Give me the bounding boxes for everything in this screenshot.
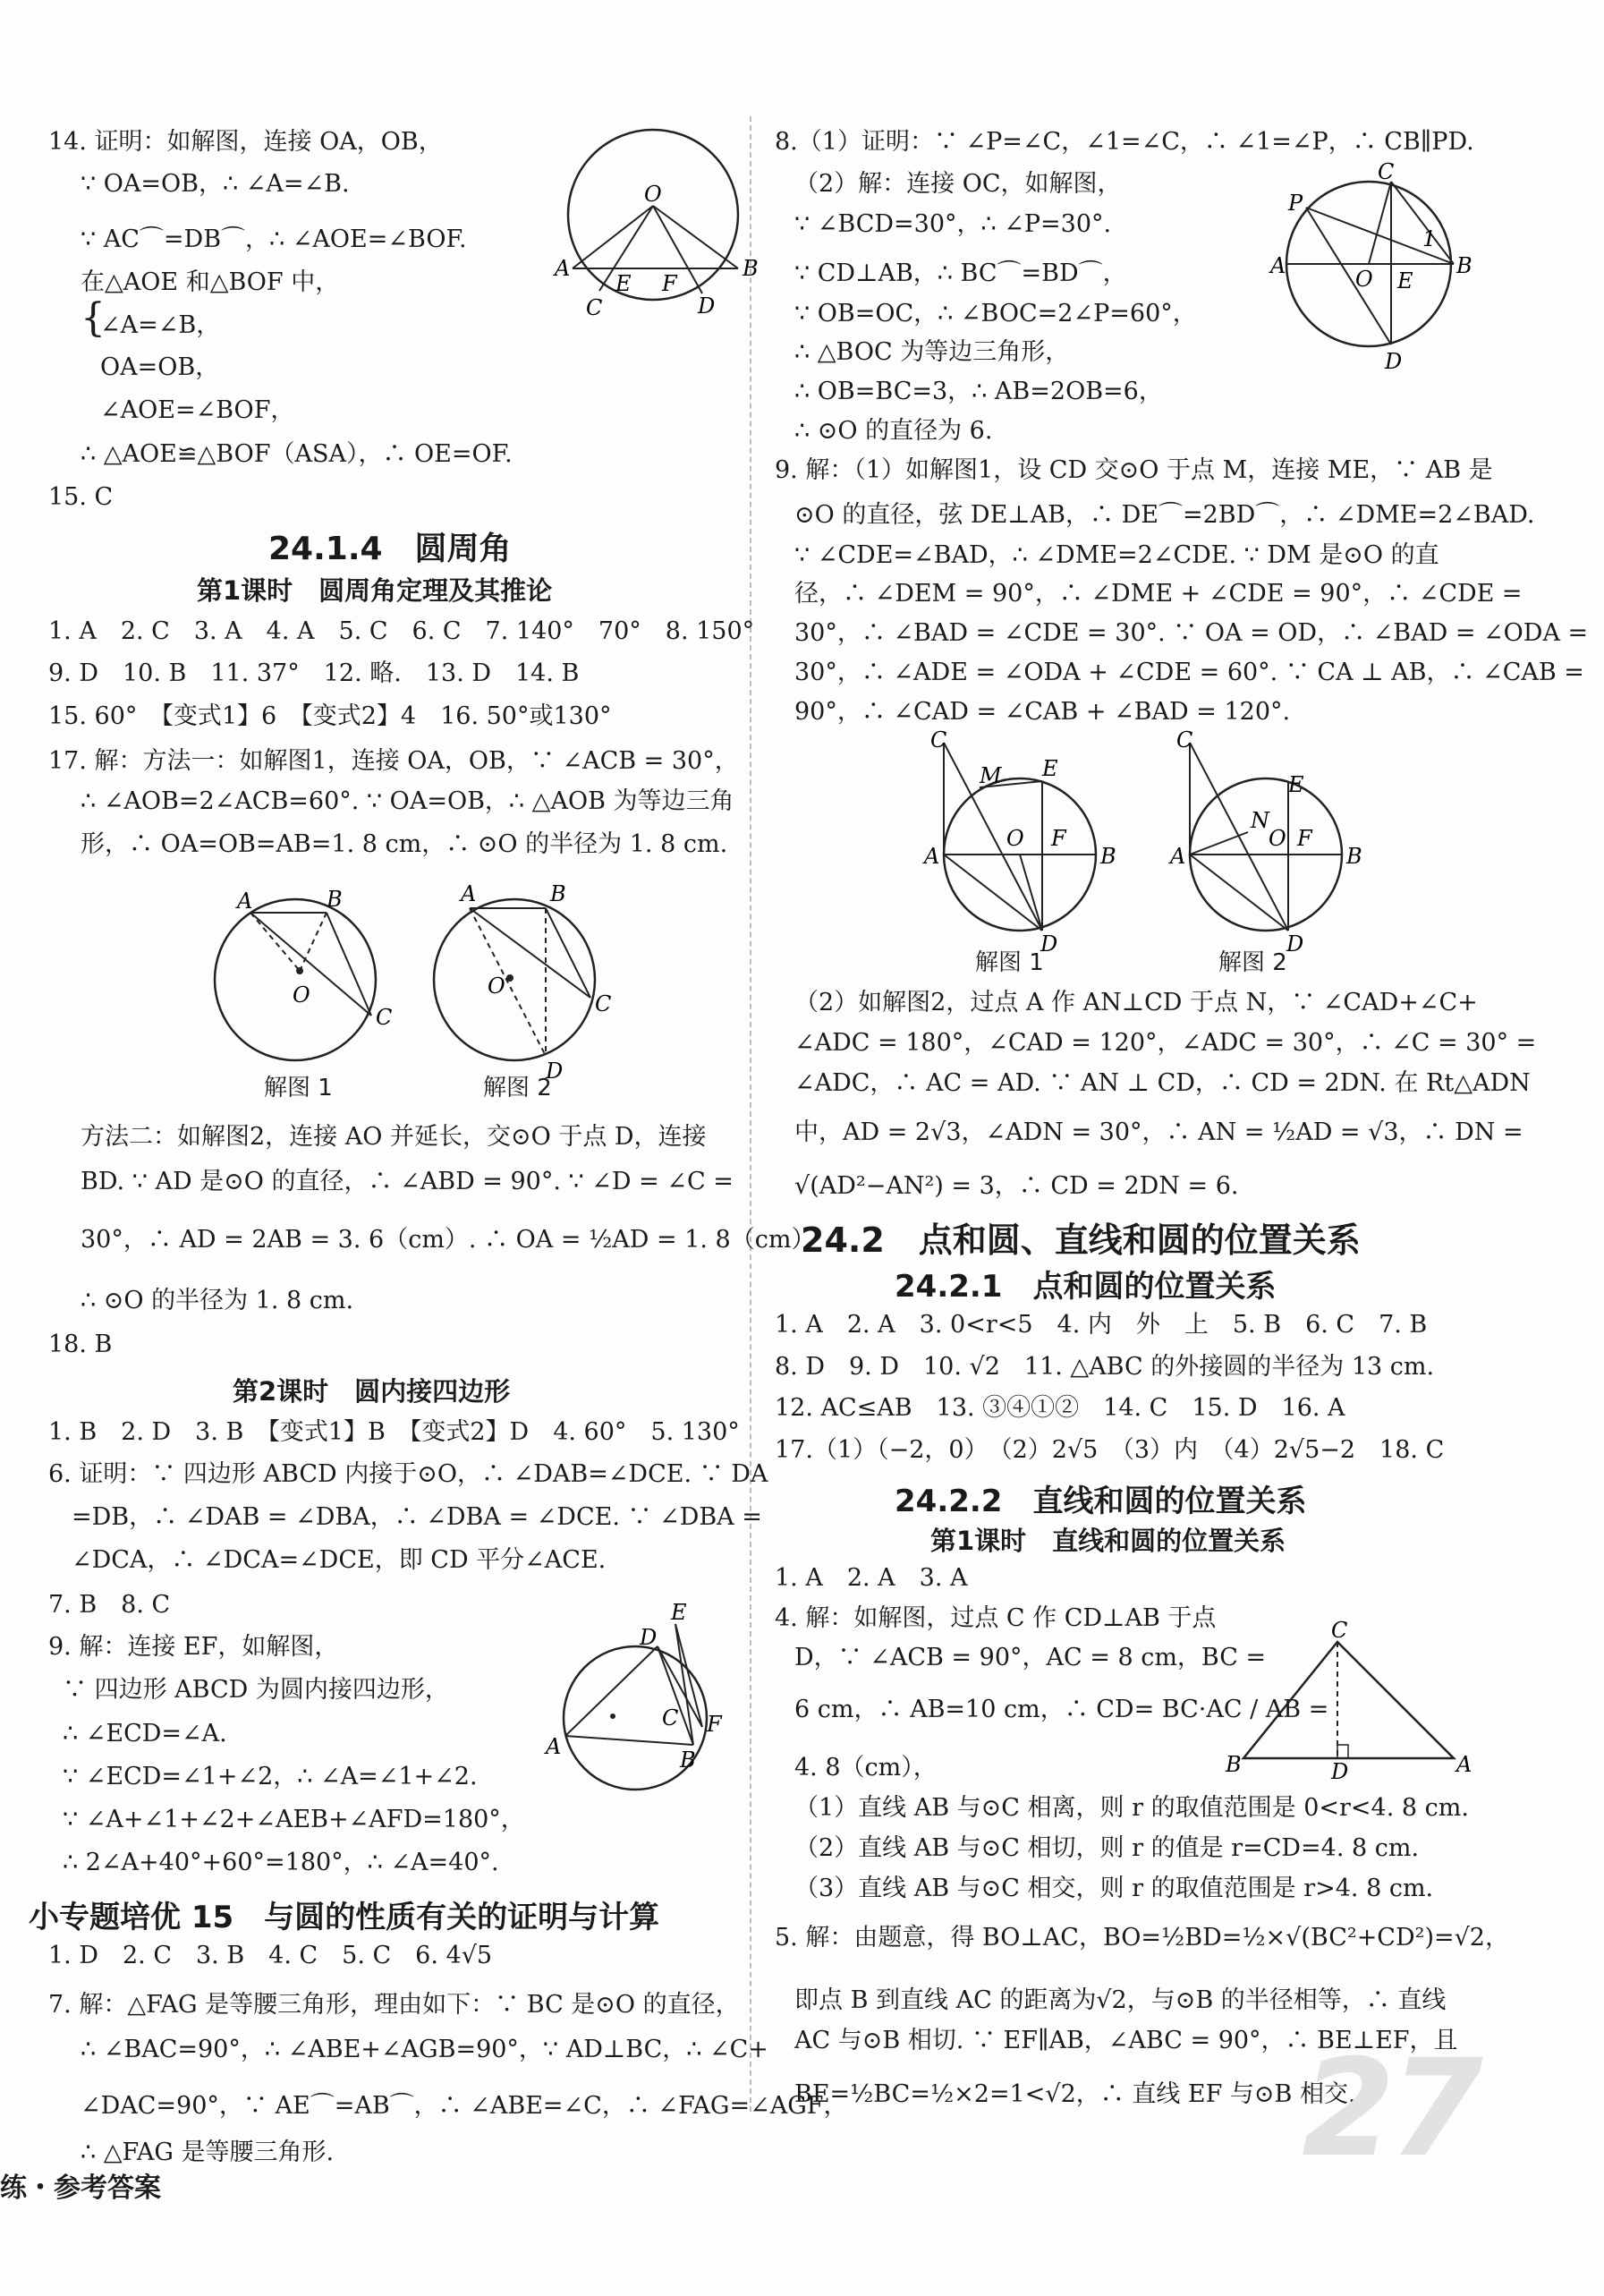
q14-figure [555,125,760,320]
q7-8: 7. B 8. C [48,1591,171,1619]
svg-text:C: C [662,1705,679,1731]
q17-line: ∴ ⊙O 的半径为 1. 8 cm. [81,1287,354,1314]
q4-line: D，∵ ∠ACB = 90°，AC = 8 cm，BC = [794,1644,1267,1671]
q8-line: ∵ CD⊥AB，∴ BC⌒=BD⌒， [794,259,1127,287]
svg-text:O: O [1006,826,1024,851]
q8-line: （2）解：连接 OC，如解图， [794,170,1122,198]
q4-line: （1）直线 AB 与⊙C 相离，则 r 的取值范围是 0<r<4. 8 cm. [794,1794,1469,1822]
q9-line: 径，∴ ∠DEM = 90°，∴ ∠DME + ∠CDE = 90°，∴ ∠CDE = [794,580,1523,608]
q4-line: （3）直线 AB 与⊙C 相交，则 r 的取值范围是 r>4. 8 cm. [794,1875,1434,1902]
q17-line: 方法二：如解图2，连接 AO 并延长，交⊙O 于点 D，连接 [81,1123,707,1151]
q5-line: BE=½BC=½×2=1<√2，∴ 直线 EF 与⊙B 相交. [794,2080,1356,2108]
svg-text:E: E [1288,772,1304,797]
q9b-line: √(AD²−AN²) = 3，∴ CD = 2DN = 6. [794,1172,1239,1200]
svg-text:B: B [1456,253,1472,278]
q17-line: BD. ∵ AD 是⊙O 的直径，∴ ∠ABD = 90°. ∵ ∠D = ∠C = [81,1168,734,1195]
section-title: 24.1.4 圆周角 [268,531,512,567]
svg-text:B: B [1226,1752,1242,1777]
q8-line: ∴ OB=BC=3，∴ AB=2OB=6， [794,378,1163,405]
q9-line: 9. 解：（1）如解图1，设 CD 交⊙O 于点 M，连接 ME，∵ AB 是 [775,456,1493,484]
q9-line: ⊙O 的直径，弦 DE⊥AB，∴ DE⌒=2BD⌒，∴ ∠DME=2∠BAD. [794,501,1535,529]
lesson-title: 第2课时 圆内接四边形 [233,1376,511,1407]
answer-line: 1. B 2. D 3. B 【变式1】B 【变式2】D 4. 60° 5. 130° [48,1418,740,1446]
q14-line: ∴ △AOE≌△BOF（ASA），∴ OE=OF. [81,440,513,468]
svg-text:B: B [1346,844,1362,869]
svg-text:C: C [376,1005,393,1030]
q8-line: ∵ OB=OC，∴ ∠BOC=2∠P=60°， [794,300,1197,327]
svg-text:M: M [980,763,1002,788]
svg-text:E: E [671,1600,687,1625]
svg-text:A: A [555,256,571,281]
q17-figure-1 [201,881,398,1060]
q7-line: ∴ ∠BAC=90°，∴ ∠ABE+∠AGB=90°，∵ AD⊥BC，∴ ∠C+ [81,2036,768,2063]
svg-text:D: D [546,1059,564,1084]
svg-text:C: C [1378,159,1395,184]
q9b-line: ∠ADC，∴ AC = AD. ∵ AN ⊥ CD，∴ CD = 2DN. 在 Rt△ADN [794,1069,1531,1097]
q9-line: 9. 解：连接 EF，如解图， [48,1633,339,1661]
q7-line: ∠DAC=90°，∵ AE⌒=AB⌒，∴ ∠ABE=∠C，∴ ∠FAG=∠AGF， [81,2092,848,2120]
svg-text:O: O [488,974,505,999]
q8-figure [1270,159,1476,376]
svg-text:E: E [1397,268,1413,293]
answer-line: 1. A 2. C 3. A 4. A 5. C 6. C 7. 140° 70° 8. 150° [48,617,755,645]
q9-line: 30°，∴ ∠ADE = ∠ODA + ∠CDE = 60°. ∵ CA ⊥ AB，∴ ∠CAB = [794,659,1584,686]
svg-text:A: A [461,881,477,906]
q17-figure-2 [420,881,617,1084]
special-title: 小专题培优 15 与圆的性质有关的证明与计算 [29,1900,660,1935]
svg-text:O: O [644,182,662,207]
figure-caption: 解图 2 [483,1075,552,1101]
q6-line: 6. 证明：∵ 四边形 ABCD 内接于⊙O，∴ ∠DAB=∠DCE. ∵ DA [48,1460,768,1488]
answer-line: 15. 60° 【变式1】6 【变式2】4 16. 50°或130° [48,702,612,730]
q14-line: ∠A=∠B， [100,311,221,339]
q8-line: ∵ ∠BCD=30°，∴ ∠P=30°. [794,210,1112,238]
column-divider [750,116,752,2112]
q14-line: OA=OB， [100,353,220,381]
q4-figure [1226,1618,1472,1784]
q4-line: 4. 8（cm）， [794,1754,938,1782]
svg-text:A: A [237,889,253,914]
svg-text:D: D [1385,349,1403,374]
svg-text:B: B [550,881,566,906]
page-number: 27 [1302,2031,1478,2187]
svg-text:A: A [924,844,940,869]
svg-text:1: 1 [1422,226,1437,251]
figure-caption: 解图 2 [1218,949,1287,976]
q9b-line: 中，AD = 2√3，∠ADN = 30°，∴ AN = ½AD = √3，∴ DN = [794,1118,1523,1146]
q9-line: ∵ ∠ECD=∠1+∠2，∴ ∠A=∠1+∠2. [63,1763,478,1790]
q9-line: ∵ 四边形 ABCD 为圆内接四边形， [63,1676,449,1704]
answer-line: 1. A 2. A 3. 0<r<5 4. 内 外 上 5. B 6. C 7. B [775,1311,1428,1339]
q5-line: 5. 解：由题意，得 BO⊥AC，BO=½BD=½×√(BC²+CD²)=√2， [775,1924,1509,1952]
svg-text:F: F [662,271,677,296]
q9-line: ∴ 2∠A+40°+60°=180°，∴ ∠A=40°. [63,1849,499,1876]
svg-text:B: B [680,1748,696,1773]
svg-text:B: B [1100,844,1116,869]
footer: 练・参考答案 [0,2173,161,2204]
svg-text:B: B [743,256,759,281]
q14-line: 在△AOE 和△BOF 中， [81,268,340,296]
answer-line: 9. D 10. B 11. 37° 12. 略. 13. D 14. B [48,659,580,687]
svg-text:C: C [595,991,612,1016]
q9b-line: （2）如解图2，过点 A 作 AN⊥CD 于点 N，∵ ∠CAD+∠C+ [794,989,1478,1016]
q17-line: 17. 解：方法一：如解图1，连接 OA，OB，∵ ∠ACB = 30°， [48,747,739,775]
q17-line: 形，∴ OA=OB=AB=1. 8 cm，∴ ⊙O 的半径为 1. 8 cm. [81,830,728,858]
lesson-title: 第1课时 直线和圆的位置关系 [930,1526,1286,1556]
svg-text:A: A [1456,1752,1472,1777]
svg-text:F: F [707,1712,722,1737]
svg-text:O: O [1269,826,1286,851]
figure-caption: 解图 1 [264,1075,333,1101]
q7-line: ∴ △FAG 是等腰三角形. [81,2139,335,2166]
svg-text:P: P [1288,191,1303,216]
answer-line: 12. AC≤AB 13. ③④①② 14. C 15. D 16. A [775,1394,1345,1422]
q15: 15. C [48,483,114,511]
q17-line: 30°，∴ AD = 2AB = 3. 6（cm）. ∴ OA = ½AD = 1. 8（cm）， [81,1226,827,1254]
q4-line: 6 cm，∴ AB=10 cm，∴ CD= BC·AC / AB = [794,1696,1329,1723]
q7-line: 7. 解：△FAG 是等腰三角形，理由如下：∵ BC 是⊙O 的直径， [48,1991,740,2019]
brace: { [81,295,106,341]
answer-line: 17.（1）（−2，0） （2）2√5 （3）内 （4）2√5−2 18. C [775,1436,1445,1464]
q9b-line: ∠ADC = 180°，∠CAD = 120°，∠ADC = 30°，∴ ∠C = 30° = [794,1029,1537,1057]
q4-line: 4. 解：如解图，过点 C 作 CD⊥AB 于点 [775,1604,1217,1632]
svg-text:B: B [327,887,343,912]
q9-figure-2 [1154,727,1362,957]
svg-text:D: D [1040,931,1058,957]
svg-text:D: D [1286,931,1304,957]
svg-text:E: E [1042,756,1058,781]
svg-text:D: D [1331,1759,1349,1784]
subsection-title: 24.2.1 点和圆的位置关系 [895,1269,1277,1305]
svg-text:A: A [1170,844,1186,869]
svg-text:A: A [546,1734,562,1759]
q9-line: 30°，∴ ∠BAD = ∠CDE = 30°. ∵ OA = OD，∴ ∠BAD = ∠ODA = [794,619,1589,647]
svg-text:C: C [586,295,603,320]
svg-text:F: F [1297,826,1312,851]
svg-text:O: O [1355,267,1373,292]
section-title: 24.2 点和圆、直线和圆的位置关系 [801,1220,1361,1260]
q9-figure-1 [908,727,1116,957]
answer-line: 8. D 9. D 10. √2 11. △ABC 的外接圆的半径为 13 cm. [775,1353,1435,1381]
q14-line: ∠AOE=∠BOF， [100,396,295,424]
q17-line: ∴ ∠AOB=2∠ACB=60°. ∵ OA=OB，∴ △AOB 为等边三角 [81,787,734,815]
answer-line: 1. D 2. C 3. B 4. C 5. C 6. 4√5 [48,1942,493,1969]
svg-text:F: F [1051,826,1066,851]
svg-text:D: D [640,1625,658,1650]
q14-line: ∵ AC⌒=DB⌒，∴ ∠AOE=∠BOF. [81,225,467,253]
q14-line: 14. 证明：如解图，连接 OA，OB， [48,128,443,156]
figure-caption: 解图 1 [975,949,1044,976]
q8-line: 8.（1）证明：∵ ∠P=∠C，∠1=∠C，∴ ∠1=∠P，∴ CB∥PD. [775,128,1474,156]
q14-line: ∵ OA=OB，∴ ∠A=∠B. [81,170,350,198]
q4-line: （2）直线 AB 与⊙C 相切，则 r 的值是 r=CD=4. 8 cm. [794,1834,1420,1862]
svg-text:N: N [1251,808,1269,833]
svg-text:A: A [1270,253,1286,278]
q9-figure [537,1600,743,1790]
svg-text:D: D [698,293,716,319]
q6-line: ∠DCA，∴ ∠DCA=∠DCE，即 CD 平分∠ACE. [72,1546,607,1574]
q8-line: ∴ △BOC 为等边三角形， [794,338,1070,366]
answer-line: 1. A 2. A 3. A [775,1564,968,1592]
lesson-title: 第1课时 圆周角定理及其推论 [197,575,553,606]
svg-text:C: C [1176,727,1193,753]
q6-line: =DB，∴ ∠DAB = ∠DBA，∴ ∠DBA = ∠DCE. ∵ ∠DBA = [72,1503,762,1531]
q5-line: AC 与⊙B 相切. ∵ EF∥AB，∠ABC = 90°，∴ BE⊥EF，且 [794,2027,1458,2054]
q5-line: 即点 B 到直线 AC 的距离为√2，与⊙B 的半径相等，∴ 直线 [794,1986,1447,2014]
q9-line: ∵ ∠A+∠1+∠2+∠AEB+∠AFD=180°， [63,1806,525,1833]
subsection-title: 24.2.2 直线和圆的位置关系 [895,1484,1307,1519]
q9-line: ∴ ∠ECD=∠A. [63,1720,227,1748]
svg-text:C: C [1331,1618,1348,1643]
svg-text:O: O [293,982,310,1008]
q8-line: ∴ ⊙O 的直径为 6. [794,417,993,445]
svg-text:C: C [930,727,947,753]
q9-line: 90°，∴ ∠CAD = ∠CAB + ∠BAD = 120°. [794,698,1291,726]
q9-line: ∵ ∠CDE=∠BAD，∴ ∠DME=2∠CDE. ∵ DM 是⊙O 的直 [794,541,1439,569]
svg-text:E: E [615,271,632,296]
q18: 18. B [48,1331,113,1358]
